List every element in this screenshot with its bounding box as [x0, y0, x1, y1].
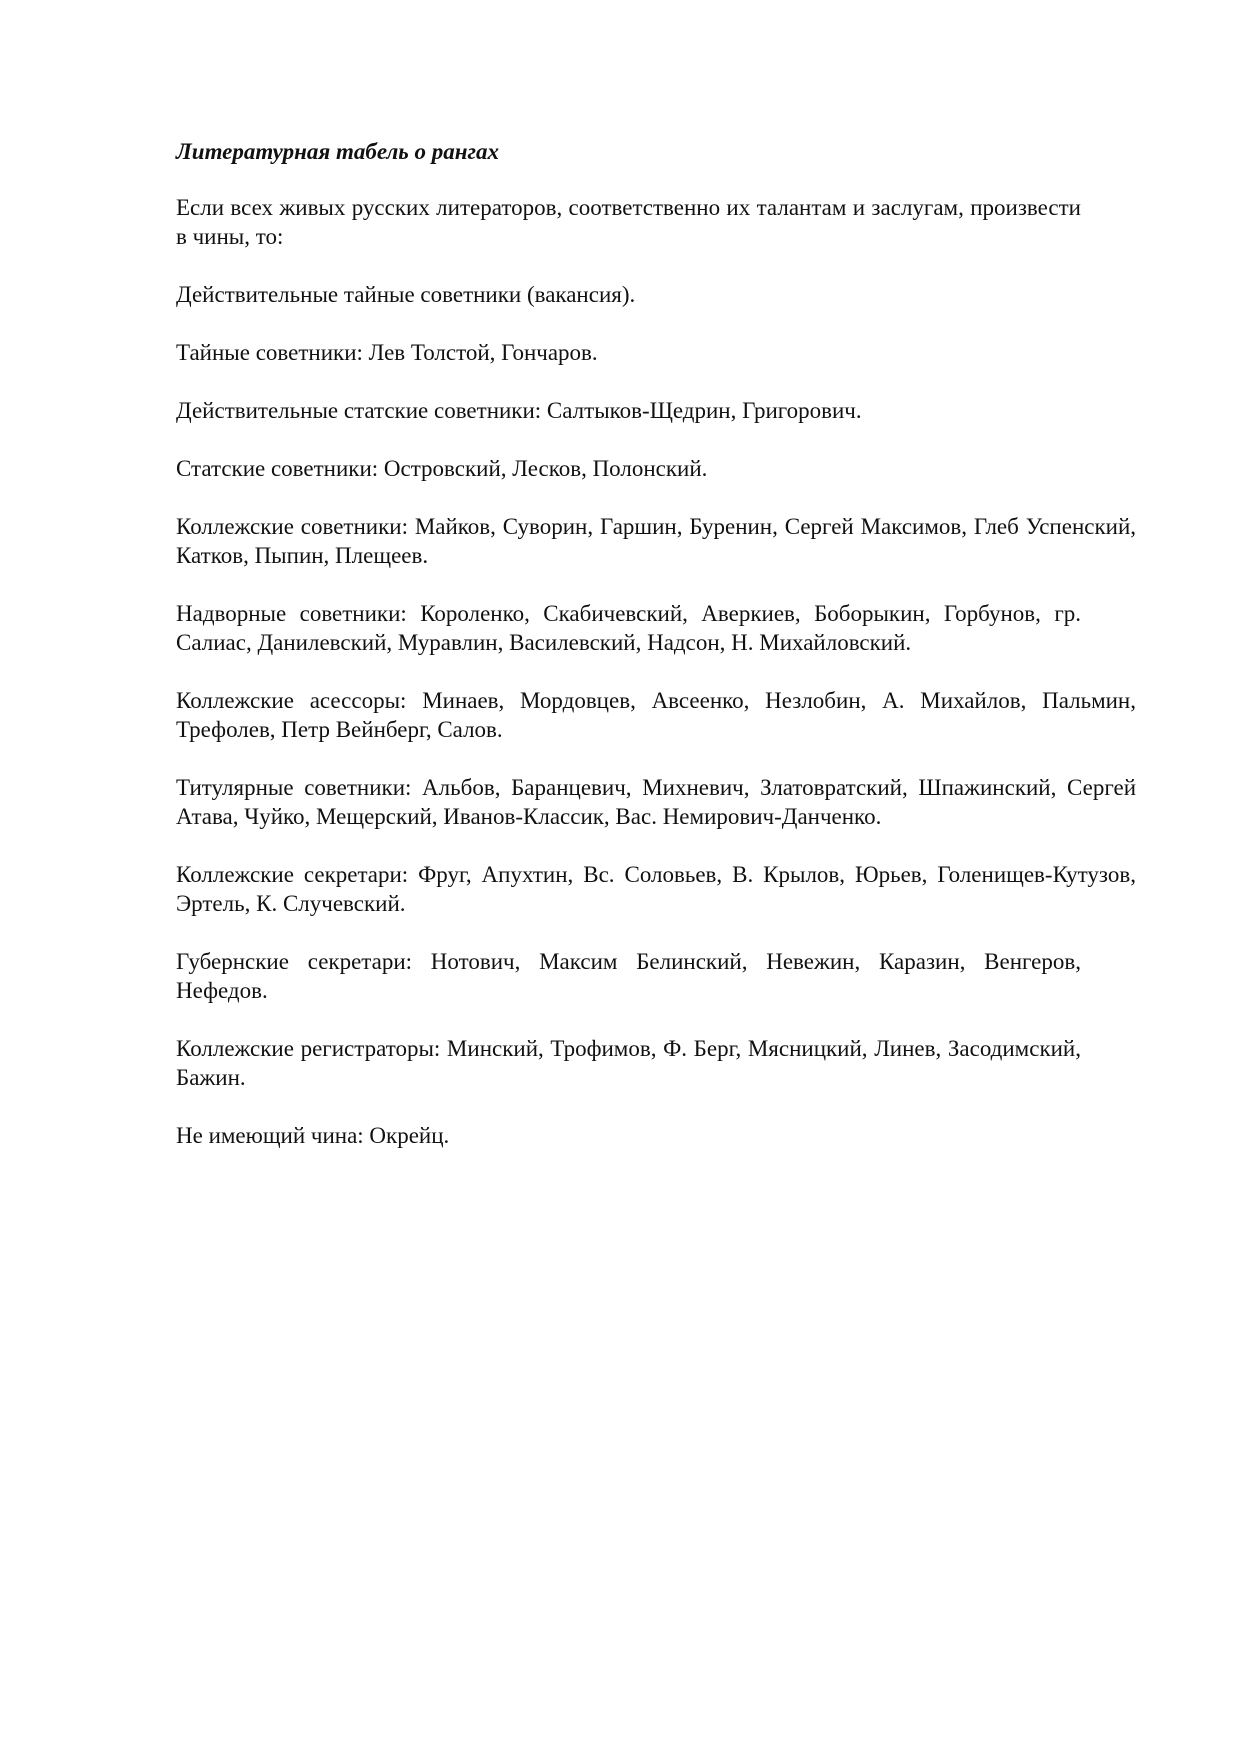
rank-paragraph-3: Действительные статские советники: Салтыков-Щедрин, Григорович.	[176, 398, 862, 423]
rank-paragraph-2: Тайные советники: Лев Толстой, Гончаров.	[176, 340, 598, 365]
rank-paragraph-9: Коллежские секретари: Фруг, Апухтин, Вс. Соловьев, В. Крылов, Юрьев, Голенищев-Кутузов, Эртель, К. Случевский.	[176, 862, 1136, 916]
intro-paragraph: Если всех живых русских литераторов, соответственно их талантам и заслугам, произвести в чины, то:	[176, 195, 1081, 249]
rank-paragraph-12: Не имеющий чина: Окрейц.	[176, 1123, 450, 1148]
rank-paragraph-7: Коллежские асессоры: Минаев, Мордовцев, Авсеенко, Незлобин, А. Михайлов, Пальмин, Трефолев, Петр Вейнберг, Салов.	[176, 688, 1136, 742]
rank-paragraph-1: Действительные тайные советники (вакансия).	[176, 282, 636, 307]
rank-paragraph-8: Титулярные советники: Альбов, Баранцевич, Михневич, Златовратский, Шпажинский, Сергей Атава, Чуйко, Мещерский, Иванов-Классик, Вас. Немирович-Данченко.	[176, 775, 1136, 829]
rank-paragraph-11: Коллежские регистраторы: Минский, Трофимов, Ф. Берг, Мясницкий, Линев, Засодимский, Бажин.	[176, 1036, 1081, 1090]
rank-paragraph-6: Надворные советники: Короленко, Скабичевский, Аверкиев, Боборыкин, Горбунов, гр. Салиас, Данилевский, Муравлин, Василевский, Надсон, Н. Михайловский.	[176, 601, 1081, 655]
rank-paragraph-5: Коллежские советники: Майков, Суворин, Гаршин, Буренин, Сергей Максимов, Глеб Успенский, Катков, Пыпин, Плещеев.	[176, 514, 1136, 568]
document-content	[176, 137, 1136, 1179]
rank-paragraph-4: Статские советники: Островский, Лесков, Полонский.	[176, 456, 708, 481]
document-title: Литературная табель о рангах	[176, 139, 500, 164]
rank-paragraph-10: Губернские секретари: Нотович, Максим Белинский, Невежин, Каразин, Венгеров, Нефедов.	[176, 949, 1081, 1003]
